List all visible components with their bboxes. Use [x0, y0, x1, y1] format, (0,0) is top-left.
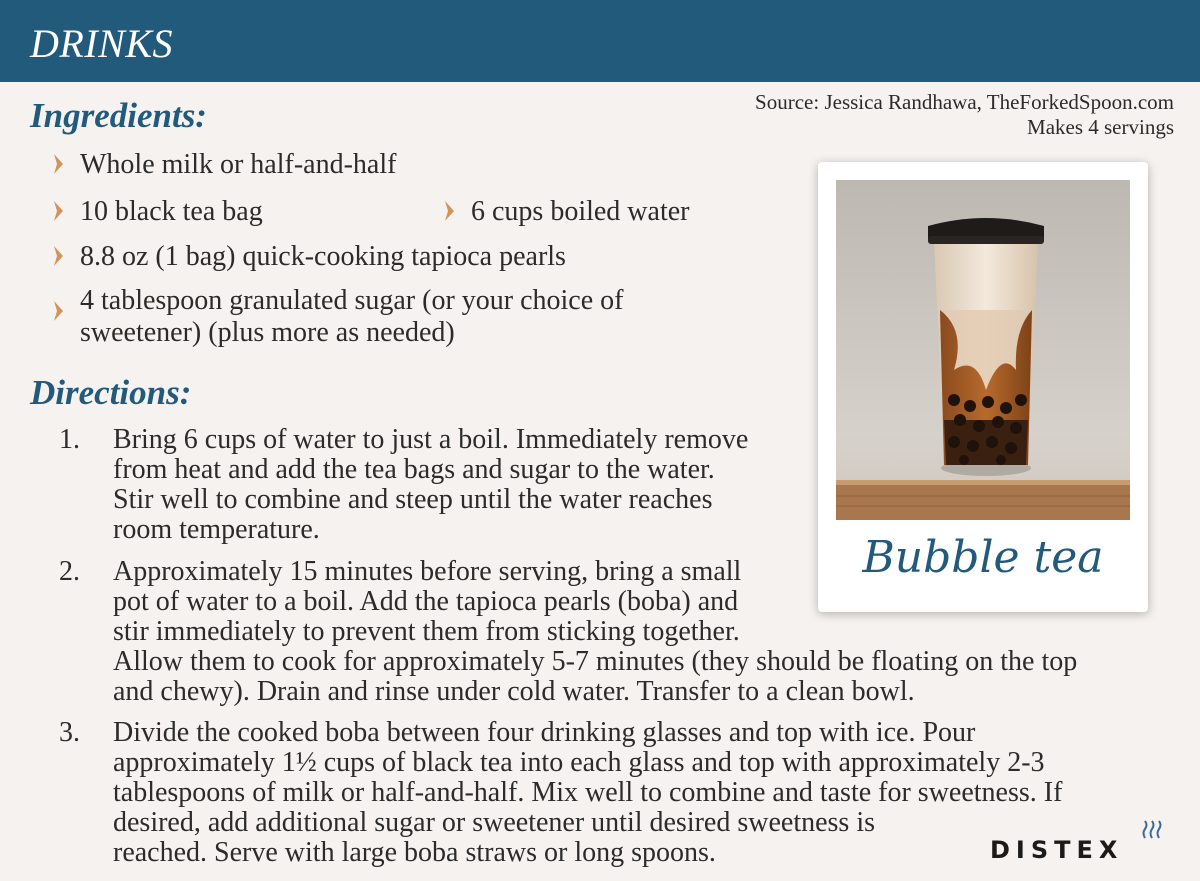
step-text: pot of water to a boil. Add the tapioca pearls (boba) and: [113, 586, 739, 617]
ingredients-heading: Ingredients:: [30, 96, 207, 135]
step-text: reached. Serve with large boba straws or long spoons.: [113, 837, 716, 868]
bullet-arrow-icon: [52, 245, 64, 267]
steam-icon: [1140, 820, 1164, 840]
step-text: Approximately 15 minutes before serving, bring a small: [113, 556, 742, 587]
ingredient-label: 8.8 oz (1 bag) quick-cooking tapioca pearls: [80, 241, 566, 272]
header-bar: [0, 0, 1200, 82]
step-text: Stir well to combine and steep until the water reaches: [113, 484, 713, 515]
ingredient-label: sweetener) (plus more as needed): [80, 317, 455, 348]
photo-caption: Bubble tea: [862, 532, 1104, 583]
step-text: Bring 6 cups of water to just a boil. Immediately remove: [113, 424, 749, 455]
bullet-arrow-icon: [52, 200, 64, 222]
step-text: stir immediately to prevent them from sticking together.: [113, 616, 740, 647]
bubble-tea-illustration: [836, 180, 1130, 520]
page-title: DRINKS: [30, 21, 173, 66]
step-text: approximately 1½ cups of black tea into each glass and top with approximately 2-3: [113, 747, 1045, 778]
bullet-arrow-icon: [52, 300, 64, 322]
bullet-arrow-icon: [443, 200, 455, 222]
ingredient-label: 4 tablespoon granulated sugar (or your choice of: [80, 285, 624, 316]
bubble-tea-photo: [836, 180, 1130, 520]
step-number: 1.: [59, 424, 80, 455]
step-number: 3.: [59, 717, 80, 748]
servings-line: Makes 4 servings: [1027, 115, 1174, 139]
logo-wordmark: DISTEX: [990, 836, 1124, 864]
step-text: and chewy). Drain and rinse under cold water. Transfer to a clean bowl.: [113, 676, 915, 707]
step-text: Divide the cooked boba between four drinking glasses and top with ice. Pour: [113, 717, 976, 748]
step-text: tablespoons of milk or half-and-half. Mix well to combine and taste for sweetness. If: [113, 777, 1063, 808]
source-credit: [755, 90, 1174, 140]
directions-heading: Directions:: [30, 373, 192, 412]
source-line: Source: Jessica Randhawa, TheForkedSpoon.com: [755, 90, 1174, 114]
photo-card: [818, 162, 1148, 612]
step-text: desired, add additional sugar or sweetener until desired sweetness is: [113, 807, 876, 838]
step-text: Allow them to cook for approximately 5-7 minutes (they should be floating on the top: [113, 646, 1078, 677]
step-text: room temperature.: [113, 514, 320, 545]
step-number: 2.: [59, 556, 80, 587]
bullet-arrow-icon: [52, 153, 64, 175]
ingredient-label: 10 black tea bag: [80, 196, 263, 227]
ingredient-label: 6 cups boiled water: [471, 196, 690, 227]
ingredient-label: Whole milk or half-and-half: [80, 149, 397, 180]
distex-logo: [990, 820, 1180, 870]
step-text: from heat and add the tea bags and sugar to the water.: [113, 454, 715, 485]
